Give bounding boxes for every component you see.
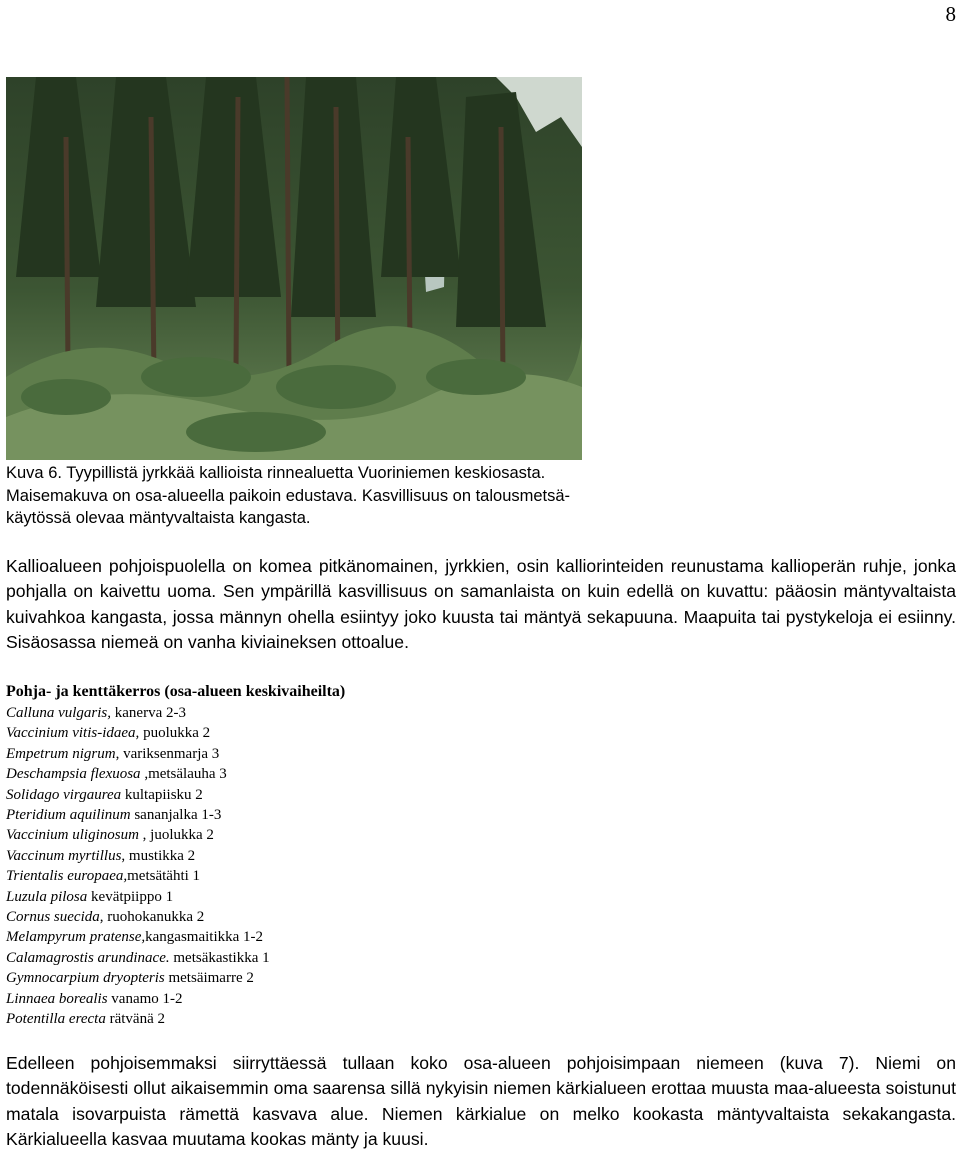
species-common-name: kangasmaitikka 1-2 <box>145 929 264 946</box>
species-latin-name: Gymnocarpium dryopteris <box>6 970 165 987</box>
species-common-name: kultapiisku 2 <box>121 786 203 803</box>
species-item <box>6 927 345 947</box>
species-latin-name: Melampyrum pratense, <box>6 929 146 946</box>
species-common-name: kevätpiippo 1 <box>87 888 174 905</box>
species-item <box>6 989 345 1009</box>
species-common-name: , mustikka 2 <box>121 847 196 864</box>
species-latin-name: Potentilla erecta <box>6 1011 106 1028</box>
species-latin-name: Luzula pilosa <box>6 888 88 905</box>
species-latin-name: Calamagrostis arundinace. <box>6 949 170 966</box>
species-latin-name: Deschampsia flexuosa <box>6 766 141 783</box>
species-item <box>6 846 345 866</box>
species-item <box>6 866 345 886</box>
species-item <box>6 907 345 927</box>
species-common-name: , juolukka 2 <box>138 827 214 844</box>
species-common-name: metsäkastikka 1 <box>169 949 270 966</box>
species-latin-name: Vaccinium vitis-idaea, <box>6 725 140 742</box>
species-latin-name: Vaccinum myrtillus <box>6 847 122 864</box>
species-item <box>6 785 345 805</box>
species-list <box>6 682 345 1030</box>
caption-line: Maisemakuva on osa-alueella paikoin edustava. Kasvillisuus on talousmetsä- <box>6 486 571 505</box>
species-heading-note: (osa-alueen keskivaiheilta) <box>164 683 346 700</box>
forest-photo <box>6 77 582 460</box>
species-list-heading <box>6 682 345 702</box>
species-latin-name: Trientalis europaea, <box>6 868 128 885</box>
species-common-name: rätvänä 2 <box>105 1011 165 1028</box>
species-common-name: sananjalka 1-3 <box>130 807 222 824</box>
species-item <box>6 723 345 743</box>
body-paragraph-1: Kallioalueen pohjoispuolella on komea pitkänomainen, jyrkkien, osin kalliorinteiden reunustama kallioperän ruhje, jonka pohjalla on kaivettu uoma. Sen ympärillä kasvillisuus on samanlaista on kuin edellä on kuvattu: pääosin mäntyvaltaista kuivahkoa kangasta, jossa männyn ohella esiintyy joko kuusta tai mäntyä sekapuuna. Maapuita tai pystykeloja ei esiinny. Sisäosassa niemeä on vanha kiviaineksen ottoalue. <box>6 556 956 652</box>
species-common-name: , ruohokanukka 2 <box>99 909 205 926</box>
species-item <box>6 887 345 907</box>
page-number: 8 <box>945 2 956 26</box>
species-item <box>6 968 345 988</box>
species-latin-name: Empetrum nigrum <box>6 745 116 762</box>
species-common-name: ,metsälauha 3 <box>140 766 227 783</box>
species-item <box>6 703 345 723</box>
species-common-name: vanamo 1-2 <box>107 990 183 1007</box>
species-item <box>6 825 345 845</box>
species-latin-name: Vaccinium uliginosum <box>6 827 139 844</box>
species-item <box>6 1009 345 1029</box>
species-common-name: metsätähti 1 <box>127 868 201 885</box>
species-common-name: puolukka 2 <box>139 725 211 742</box>
body-paragraph-2: Edelleen pohjoisemmaksi siirryttäessä tullaan koko osa-alueen pohjoisimpaan niemeen (kuva 7). Niemi on todennäköisesti ollut aikaisemmin oma saarensa sillä nykyisin niemen kärkialueen erottaa muusta maa-alueesta soistunut matala isovarpuista rämettä kasvava alue. Niemen kärkialue on melko kookasta mäntyvaltaista sekakangasta. Kärkialueella kasvaa muutama kookas mänty ja kuusi. <box>6 1053 956 1149</box>
species-item <box>6 764 345 784</box>
species-latin-name: Pteridium aquilinum <box>6 807 131 824</box>
species-common-name: kanerva 2-3 <box>111 705 186 721</box>
species-item <box>6 744 345 764</box>
species-latin-name: Linnaea borealis <box>6 990 108 1007</box>
figure-caption <box>6 462 626 530</box>
species-heading-title: Pohja- ja kenttäkerros <box>6 683 161 700</box>
species-common-name: , variksenmarja 3 <box>115 745 220 762</box>
species-item <box>6 948 345 968</box>
species-latin-name: Calluna vulgaris, <box>6 705 112 721</box>
caption-line: käytössä olevaa mäntyvaltaista kangasta. <box>6 509 311 527</box>
species-latin-name: Solidago virgaurea <box>6 786 122 803</box>
caption-line: Kuva 6. Tyypillistä jyrkkää kallioista rinnealuetta Vuoriniemen keskiosasta. <box>6 464 546 482</box>
species-item <box>6 805 345 825</box>
species-latin-name: Cornus suecida <box>6 909 100 926</box>
species-common-name: metsäimarre 2 <box>164 970 254 987</box>
